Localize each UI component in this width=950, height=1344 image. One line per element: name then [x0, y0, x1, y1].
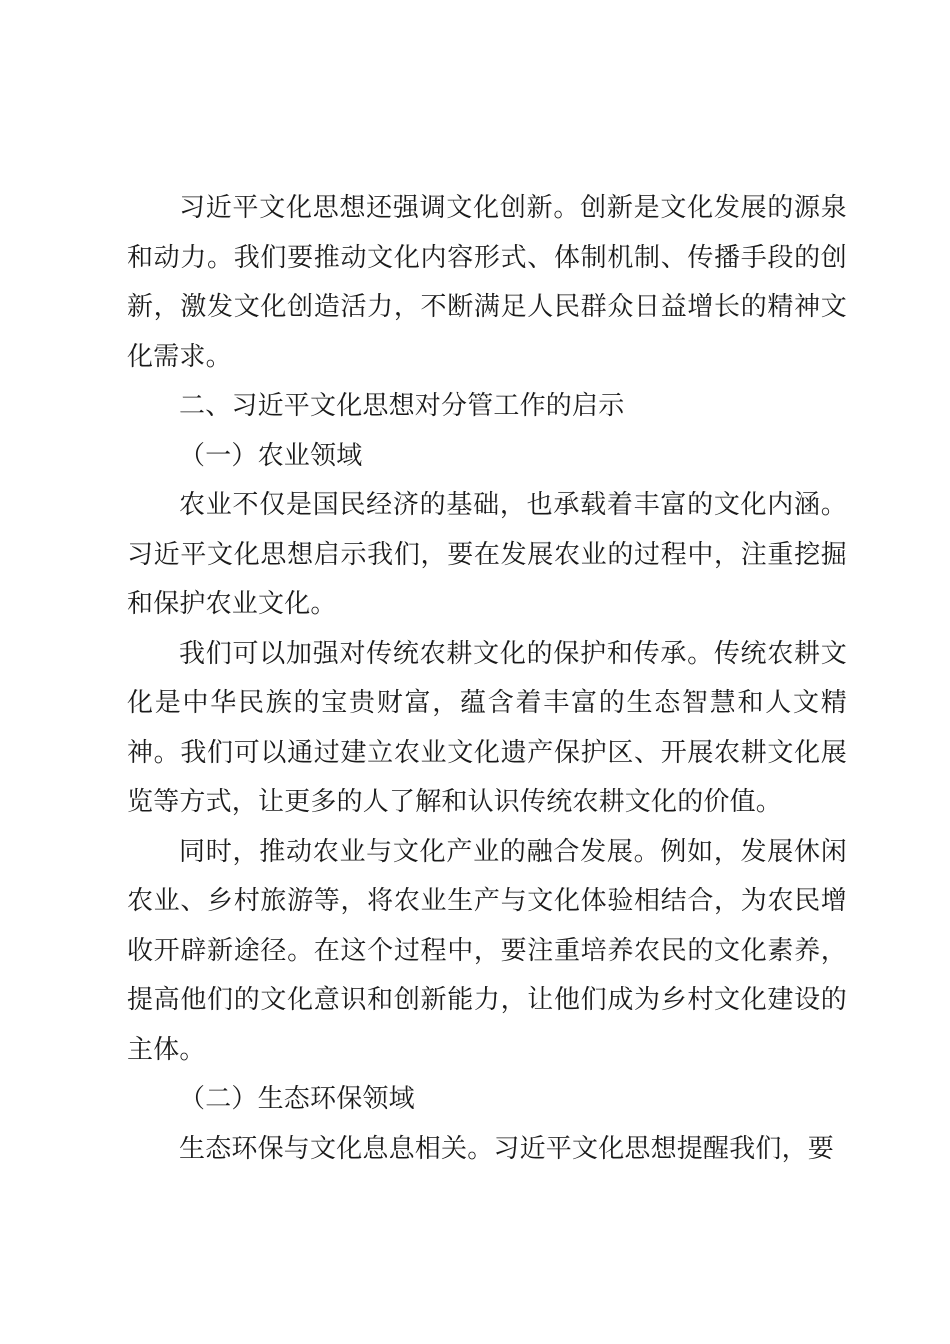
paragraph-cultural-innovation: 习近平文化思想还强调文化创新。创新是文化发展的源泉和动力。我们要推动文化内容形式、体制机制、传播手段的创新，激发文化创造活力，不断满足人民群众日益增长的精神文化需求。 [127, 193, 847, 372]
subsection-heading-ecology: （二）生态环保领域 [179, 1084, 415, 1114]
section-heading-inspiration: 二、习近平文化思想对分管工作的启示 [179, 391, 625, 421]
paragraph-ecology-culture: 生态环保与文化息息相关。习近平文化思想提醒我们，要 [179, 1133, 835, 1164]
paragraph-agri-culture-integration: 同时，推动农业与文化产业的融合发展。例如，发展休闲农业、乡村旅游等，将农业生产与文化体验相结合，为农民增收开辟新途径。在这个过程中，要注重培养农民的文化素养，提高他们的文化意识和创新能力，让他们成为乡村文化建设的主体。 [127, 836, 847, 1065]
document-body [127, 184, 847, 1174]
paragraph-farming-heritage: 我们可以加强对传统农耕文化的保护和传承。传统农耕文化是中华民族的宝贵财富，蕴含着丰富的生态智慧和人文精神。我们可以通过建立农业文化遗产保护区、开展农耕文化展览等方式，让更多的人了解和认识传统农耕文化的价值。 [127, 638, 847, 817]
paragraph-agriculture-culture: 农业不仅是国民经济的基础，也承载着丰富的文化内涵。习近平文化思想启示我们，要在发展农业的过程中，注重挖掘和保护农业文化。 [127, 490, 847, 619]
subsection-heading-agriculture: （一）农业领域 [179, 440, 363, 471]
